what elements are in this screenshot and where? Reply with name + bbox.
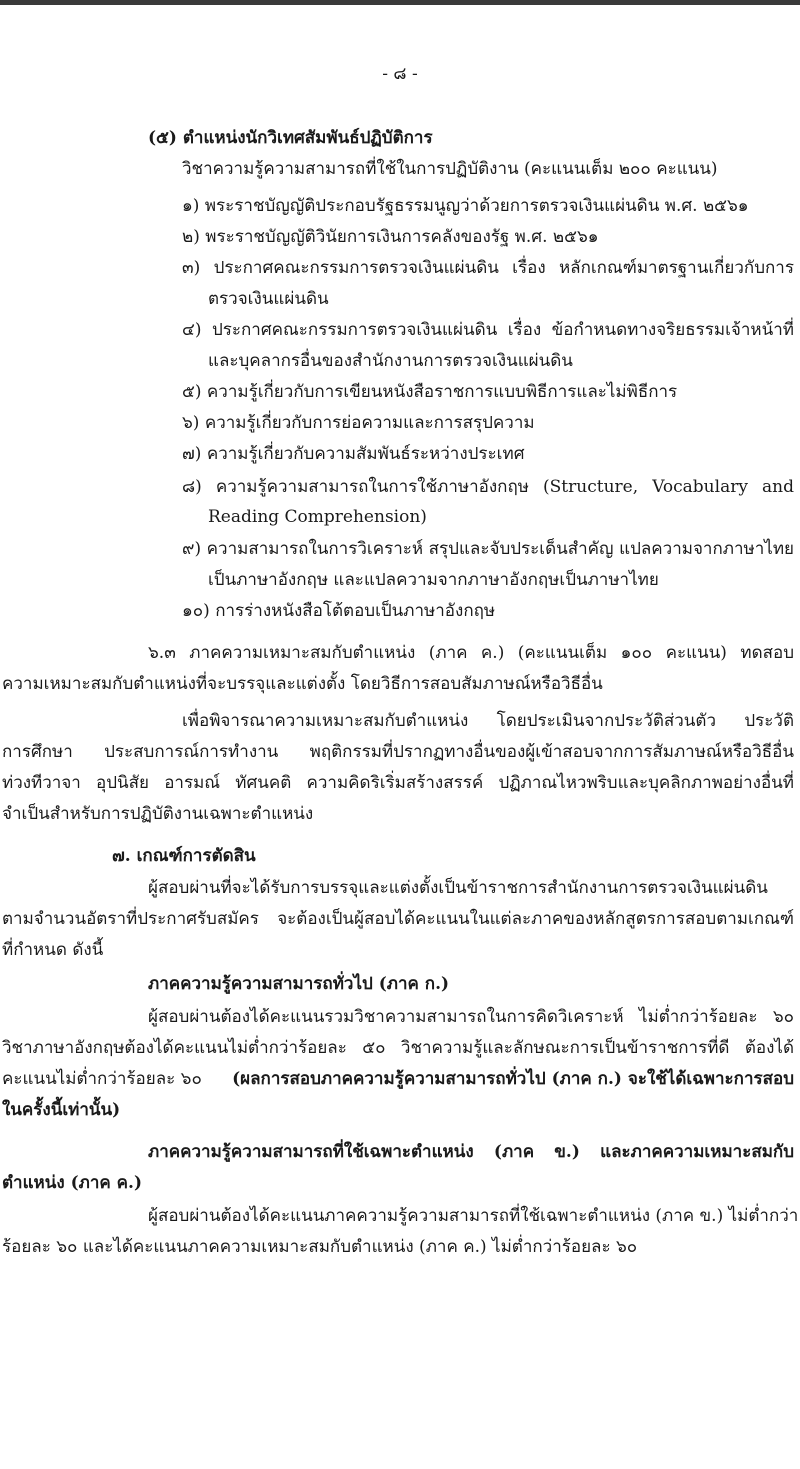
section5-item-10: ๑๐) การร่างหนังสือโต้ตอบเป็นภาษาอังกฤษ — [182, 601, 496, 621]
section7-sub-b-heading-line2: ตำแหน่ง (ภาค ค.) — [2, 1173, 143, 1193]
section7-heading: ๗. เกณฑ์การตัดสิน — [112, 846, 256, 866]
scan-edge — [0, 0, 800, 5]
section7-sub-b-line1: ผู้สอบผ่านต้องได้คะแนนภาคความรู้ความสามารถที่ใช้เฉพาะตำแหน่ง (ภาค ข.) ไม่ต่ำกว่า — [148, 1206, 799, 1226]
section7-sub-a-line1: ผู้สอบผ่านต้องได้คะแนนรวมวิชาความสามารถในการคิดวิเคราะห์ ไม่ต่ำกว่าร้อยละ ๖๐ — [148, 1007, 794, 1027]
section63-paragraph-line3: ท่วงทีวาจา อุปนิสัย อารมณ์ ทัศนคติ ความคิดริเริ่มสร้างสรรค์ ปฏิภาณไหวพริบและบุคลิกภาพอย่างอื่นที่ — [2, 773, 794, 793]
section5-item-3: ๓) ประกาศคณะกรรมการตรวจเงินแผ่นดิน เรื่อง หลักเกณฑ์มาตรฐานเกี่ยวกับการ — [182, 258, 794, 278]
section7-sub-b-line2: ร้อยละ ๖๐ และได้คะแนนภาคความเหมาะสมกับตำแหน่ง (ภาค ค.) ไม่ต่ำกว่าร้อยละ ๖๐ — [2, 1237, 638, 1257]
section63-line2: ความเหมาะสมกับตำแหน่งที่จะบรรจุและแต่งตั้ง โดยวิธีการสอบสัมภาษณ์หรือวิธีอื่น — [2, 674, 603, 694]
section63-paragraph-line4: จำเป็นสำหรับการปฏิบัติงานเฉพาะตำแหน่ง — [2, 804, 314, 824]
section63-paragraph-line1: เพื่อพิจารณาความเหมาะสมกับตำแหน่ง โดยประเมินจากประวัติส่วนตัว ประวัติ — [182, 711, 794, 731]
section63-paragraph-line2: การศึกษา ประสบการณ์การทำงาน พฤติกรรมที่ปรากฏทางอื่นของผู้เข้าสอบจากการสัมภาษณ์หรือวิธีอื่น — [2, 742, 794, 762]
section5-item-8: ๘) ความรู้ความสามารถในการใช้ภาษาอังกฤษ (Structure, Vocabulary and — [182, 477, 794, 497]
section7-sub-a-line2: วิชาภาษาอังกฤษต้องได้คะแนนไม่ต่ำกว่าร้อยละ ๕๐ วิชาความรู้และลักษณะการเป็นข้าราชการที่ดี ต้องได้ — [2, 1038, 794, 1058]
page-number: - ๘ - — [382, 64, 418, 84]
section7-sub-a-heading: ภาคความรู้ความสามารถทั่วไป (ภาค ก.) — [148, 974, 450, 994]
section7-sub-a-line3-normal: คะแนนไม่ต่ำกว่าร้อยละ ๖๐ — [2, 1069, 202, 1089]
section5-item-4: ๔) ประกาศคณะกรรมการตรวจเงินแผ่นดิน เรื่อง ข้อกำหนดทางจริยธรรมเจ้าหน้าที่ — [182, 320, 794, 340]
section5-item-3-cont: ตรวจเงินแผ่นดิน — [208, 289, 329, 309]
section7-sub-a-line3 — [2, 1067, 794, 1091]
section5-item-8-cont: Reading Comprehension) — [208, 507, 427, 527]
section5-item-9: ๙) ความสามารถในการวิเคราะห์ สรุปและจับประเด็นสำคัญ แปลความจากภาษาไทย — [182, 539, 794, 559]
section7-sub-b-heading-line1: ภาคความรู้ความสามารถที่ใช้เฉพาะตำแหน่ง (ภาค ข.) และภาคความเหมาะสมกับ — [148, 1142, 794, 1162]
section5-item-4-cont: และบุคลากรอื่นของสำนักงานการตรวจเงินแผ่นดิน — [208, 351, 573, 371]
section5-item-2: ๒) พระราชบัญญัติวินัยการเงินการคลังของรัฐ พ.ศ. ๒๕๖๑ — [182, 227, 599, 247]
section7-sub-a-line3-bold: (ผลการสอบภาคความรู้ความสามารถทั่วไป (ภาค ก.) จะใช้ได้เฉพาะการสอบ — [232, 1069, 794, 1089]
section63-line1: ๖.๓ ภาคความเหมาะสมกับตำแหน่ง (ภาค ค.) (คะแนนเต็ม ๑๐๐ คะแนน) ทดสอบ — [148, 643, 794, 663]
section5-heading: (๕) ตำแหน่งนักวิเทศสัมพันธ์ปฏิบัติการ — [148, 128, 433, 148]
section7-sub-a-line4: ในครั้งนี้เท่านั้น) — [2, 1100, 121, 1120]
section7-p1-line3: ที่กำหนด ดังนี้ — [2, 940, 104, 960]
section5-item-1: ๑) พระราชบัญญัติประกอบรัฐธรรมนูญว่าด้วยการตรวจเงินแผ่นดิน พ.ศ. ๒๕๖๑ — [182, 196, 749, 216]
section5-item-7: ๗) ความรู้เกี่ยวกับความสัมพันธ์ระหว่างประเทศ — [182, 444, 525, 464]
section5-item-5: ๕) ความรู้เกี่ยวกับการเขียนหนังสือราชการแบบพิธีการและไม่พิธีการ — [182, 382, 678, 402]
section5-item-6: ๖) ความรู้เกี่ยวกับการย่อความและการสรุปความ — [182, 413, 535, 433]
section7-p1-line2: ตามจำนวนอัตราที่ประกาศรับสมัคร จะต้องเป็นผู้สอบได้คะแนนในแต่ละภาคของหลักสูตรการสอบตามเกณฑ์ — [2, 909, 794, 929]
section7-p1-line1: ผู้สอบผ่านที่จะได้รับการบรรจุและแต่งตั้งเป็นข้าราชการสำนักงานการตรวจเงินแผ่นดิน — [148, 878, 768, 898]
section5-item-9-cont: เป็นภาษาอังกฤษ และแปลความจากภาษาอังกฤษเป็นภาษาไทย — [208, 570, 659, 590]
section5-subject: วิชาความรู้ความสามารถที่ใช้ในการปฏิบัติงาน (คะแนนเต็ม ๒๐๐ คะแนน) — [182, 159, 718, 179]
